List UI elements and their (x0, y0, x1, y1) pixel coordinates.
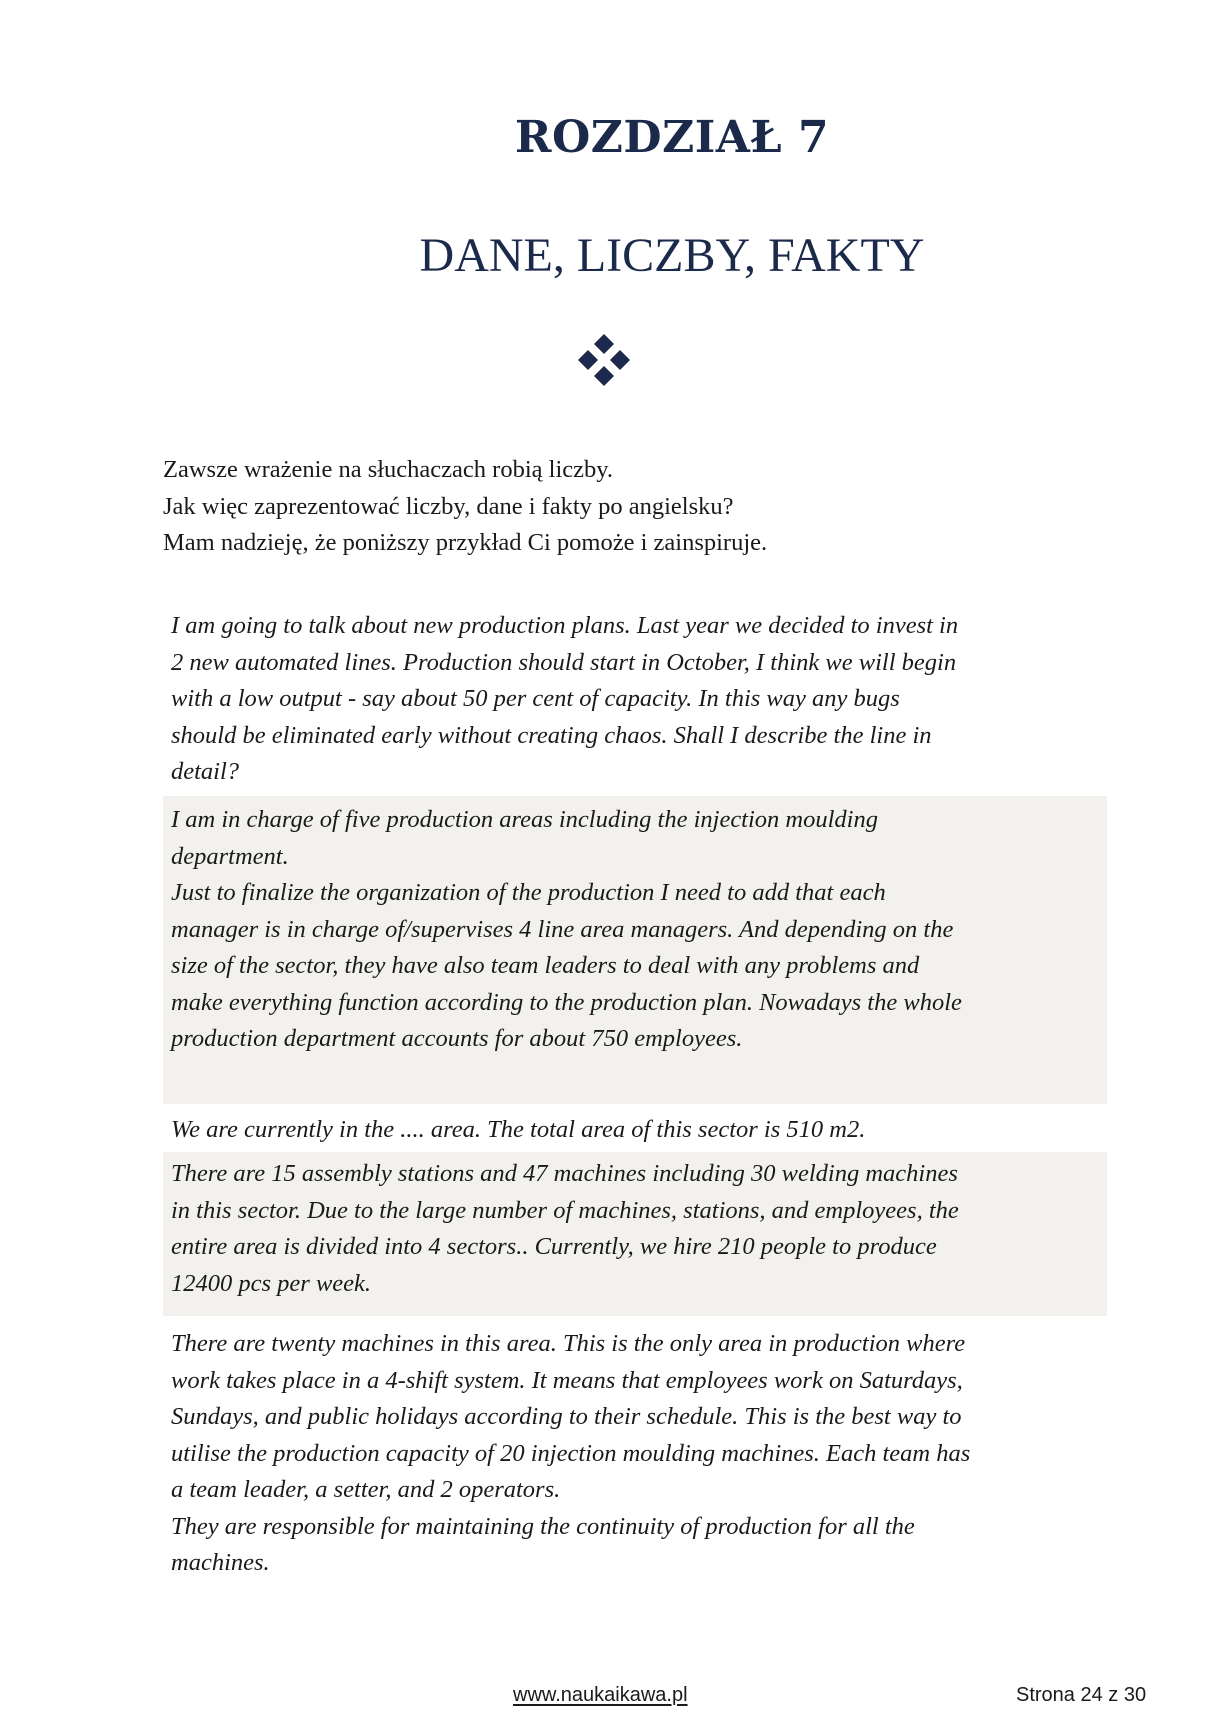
example-line: I am going to talk about new production plans. Last year we decided to invest in (171, 612, 959, 639)
example-line: There are twenty machines in this area. This is the only area in production where (171, 1330, 966, 1357)
example-line: detail? (171, 758, 240, 785)
example-line: department. (171, 842, 289, 870)
example-line: size of the sector, they have also team leaders to deal with any problems and (171, 952, 920, 979)
example-block-organization (163, 796, 1107, 1104)
example-line: Sundays, and public holidays according to their schedule. This is the best way to (171, 1403, 962, 1430)
footer-website-link[interactable]: www.naukaikawa.pl (513, 1684, 688, 1706)
example-line: with a low output - say about 50 per cent of capacity. In this way any bugs (171, 685, 900, 712)
example-line: production department accounts for about 750 employees. (171, 1025, 743, 1052)
example-block-area (163, 1110, 1107, 1150)
chapter-heading: ROZDZIAŁ 7 (514, 112, 830, 163)
example-block-production-plans (163, 608, 1107, 796)
example-block-sector (163, 1152, 1107, 1316)
example-line: work takes place in a 4-shift system. It means that employees work on Saturdays, (171, 1366, 963, 1394)
example-line: Just to finalize the organization of the production I need to add that each (171, 879, 886, 906)
example-line: I am in charge of five production areas including the injection moulding (171, 806, 878, 833)
example-line: in this sector. Due to the large number of machines, stations, and employees, the (171, 1196, 959, 1224)
example-line: machines. (171, 1549, 270, 1576)
example-line: They are responsible for maintaining the continuity of production for all the (171, 1512, 915, 1540)
example-line: 12400 pcs per week. (171, 1269, 372, 1297)
example-line: utilise the production capacity of 20 injection moulding machines. Each team has (171, 1439, 971, 1467)
example-line: should be eliminated early without creating chaos. Shall I describe the line in (171, 721, 932, 749)
example-line: entire area is divided into 4 sectors.. Currently, we hire 210 people to produce (171, 1233, 937, 1260)
example-line: 2 new automated lines. Production should start in October, I think we will begin (171, 648, 957, 676)
chapter-title: DANE, LICZBY, FAKTY (419, 229, 925, 282)
example-line: We are currently in the .... area. The total area of this sector is 510 m2. (171, 1116, 866, 1143)
intro-line: Jak więc zaprezentować liczby, dane i fakty po angielsku? (163, 492, 734, 520)
example-block-machines (163, 1322, 1107, 1602)
intro-line: Zawsze wrażenie na słuchaczach robią liczby. (163, 456, 614, 483)
intro-line: Mam nadzieję, że poniższy przykład Ci pomoże i zainspiruje. (163, 529, 768, 556)
example-line: a team leader, a setter, and 2 operators. (171, 1476, 561, 1503)
example-line: There are 15 assembly stations and 47 machines including 30 welding machines (171, 1160, 958, 1187)
example-line: make everything function according to the production plan. Nowadays the whole (171, 988, 962, 1016)
four-diamond-ornament-icon (574, 330, 634, 390)
page-number: Strona 24 z 30 (1016, 1684, 1147, 1706)
intro-paragraph (163, 452, 767, 562)
example-line: manager is in charge of/supervises 4 line area managers. And depending on the (171, 915, 954, 943)
